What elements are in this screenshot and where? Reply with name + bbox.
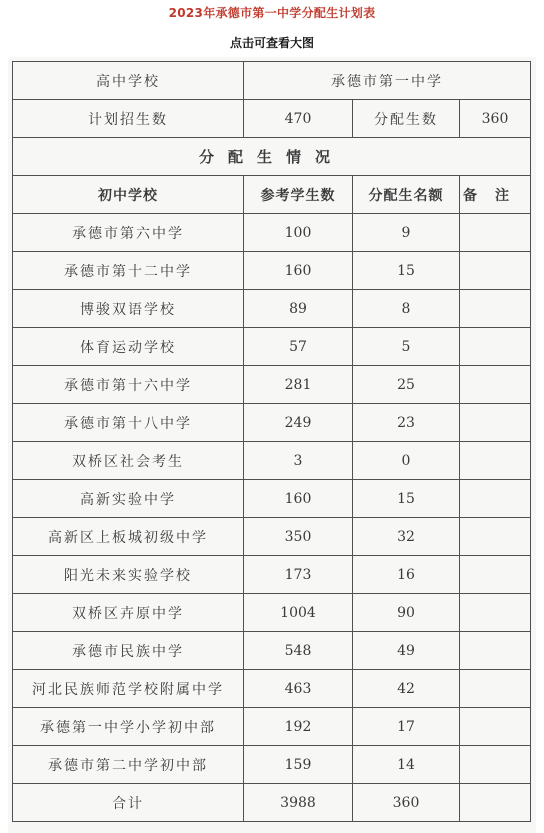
quota-cell: 8: [353, 290, 460, 328]
quota-cell: 14: [353, 746, 460, 784]
school-cell: 双桥区社会考生: [13, 442, 244, 480]
table-row: [13, 518, 531, 556]
notes-cell: [460, 290, 531, 328]
students-cell: 350: [244, 518, 353, 556]
table-row: [13, 708, 531, 746]
allocation-label: 分配生数: [353, 100, 460, 138]
quota-cell: 5: [353, 328, 460, 366]
school-cell: 承德市第十八中学: [13, 404, 244, 442]
notes-cell: [460, 632, 531, 670]
school-cell: 高新实验中学: [13, 480, 244, 518]
allocation-plan-table: [12, 61, 531, 822]
notes-cell: [460, 252, 531, 290]
view-large-image-link[interactable]: 点击可查看大图: [229, 36, 314, 50]
students-cell: 173: [244, 556, 353, 594]
school-cell: 承德市第六中学: [13, 214, 244, 252]
quota-cell: 25: [353, 366, 460, 404]
quota-cell: 15: [353, 252, 460, 290]
students-cell: 463: [244, 670, 353, 708]
students-cell: 57: [244, 328, 353, 366]
table-row: [13, 670, 531, 708]
students-cell: 548: [244, 632, 353, 670]
quota-cell: 90: [353, 594, 460, 632]
notes-cell: [460, 746, 531, 784]
quota-cell: 23: [353, 404, 460, 442]
column-header-row: [13, 176, 531, 214]
students-cell: 192: [244, 708, 353, 746]
table-row: [13, 290, 531, 328]
school-cell: 高新区上板城初级中学: [13, 518, 244, 556]
table-row: [13, 404, 531, 442]
students-cell: 1004: [244, 594, 353, 632]
table-row: [13, 632, 531, 670]
students-cell: 281: [244, 366, 353, 404]
column-header-school: 初中学校: [13, 176, 244, 214]
quota-cell: 360: [353, 784, 460, 822]
school-cell: 承德市民族中学: [13, 632, 244, 670]
table-row: [13, 480, 531, 518]
section-title: 分配生情况: [13, 138, 531, 176]
quota-cell: 15: [353, 480, 460, 518]
students-cell: 100: [244, 214, 353, 252]
plan-label: 计划招生数: [13, 100, 244, 138]
school-cell: 承德市第二中学初中部: [13, 746, 244, 784]
school-cell: 承德市第十六中学: [13, 366, 244, 404]
quota-cell: 32: [353, 518, 460, 556]
students-cell: 249: [244, 404, 353, 442]
school-cell: 博骏双语学校: [13, 290, 244, 328]
notes-cell: [460, 784, 531, 822]
high-school-name: 承德市第一中学: [244, 62, 531, 100]
page-title: 2023年承德市第一中学分配生计划表: [168, 6, 376, 20]
plan-value: 470: [244, 100, 353, 138]
students-cell: 3988: [244, 784, 353, 822]
students-cell: 3: [244, 442, 353, 480]
quota-cell: 49: [353, 632, 460, 670]
column-header-students: 参考学生数: [244, 176, 353, 214]
school-cell: 双桥区卉原中学: [13, 594, 244, 632]
notes-cell: [460, 366, 531, 404]
notes-cell: [460, 328, 531, 366]
notes-cell: [460, 518, 531, 556]
total-row: [13, 784, 531, 822]
school-cell: 合计: [13, 784, 244, 822]
high-school-label: 高中学校: [13, 62, 244, 100]
allocation-value: 360: [460, 100, 531, 138]
column-header-notes: 备注: [460, 176, 531, 214]
school-cell: 承德第一中学小学初中部: [13, 708, 244, 746]
section-title-row: [13, 138, 531, 176]
notes-cell: [460, 214, 531, 252]
table-row: [13, 442, 531, 480]
quota-cell: 16: [353, 556, 460, 594]
table-row: [13, 746, 531, 784]
school-cell: 体育运动学校: [13, 328, 244, 366]
table-row: [13, 328, 531, 366]
notes-cell: [460, 404, 531, 442]
notes-cell: [460, 670, 531, 708]
notes-cell: [460, 556, 531, 594]
school-cell: 承德市第十二中学: [13, 252, 244, 290]
high-school-row: [13, 62, 531, 100]
quota-cell: 42: [353, 670, 460, 708]
school-cell: 河北民族师范学校附属中学: [13, 670, 244, 708]
notes-cell: [460, 594, 531, 632]
students-cell: 159: [244, 746, 353, 784]
notes-cell: [460, 442, 531, 480]
students-cell: 160: [244, 252, 353, 290]
table-row: [13, 252, 531, 290]
table-row: [13, 594, 531, 632]
quota-cell: 0: [353, 442, 460, 480]
students-cell: 160: [244, 480, 353, 518]
table-row: [13, 214, 531, 252]
students-cell: 89: [244, 290, 353, 328]
table-row: [13, 556, 531, 594]
quota-cell: 17: [353, 708, 460, 746]
quota-cell: 9: [353, 214, 460, 252]
table-row: [13, 366, 531, 404]
plan-row: [13, 100, 531, 138]
notes-cell: [460, 480, 531, 518]
notes-cell: [460, 708, 531, 746]
school-cell: 阳光未来实验学校: [13, 556, 244, 594]
column-header-quota: 分配生名额: [353, 176, 460, 214]
